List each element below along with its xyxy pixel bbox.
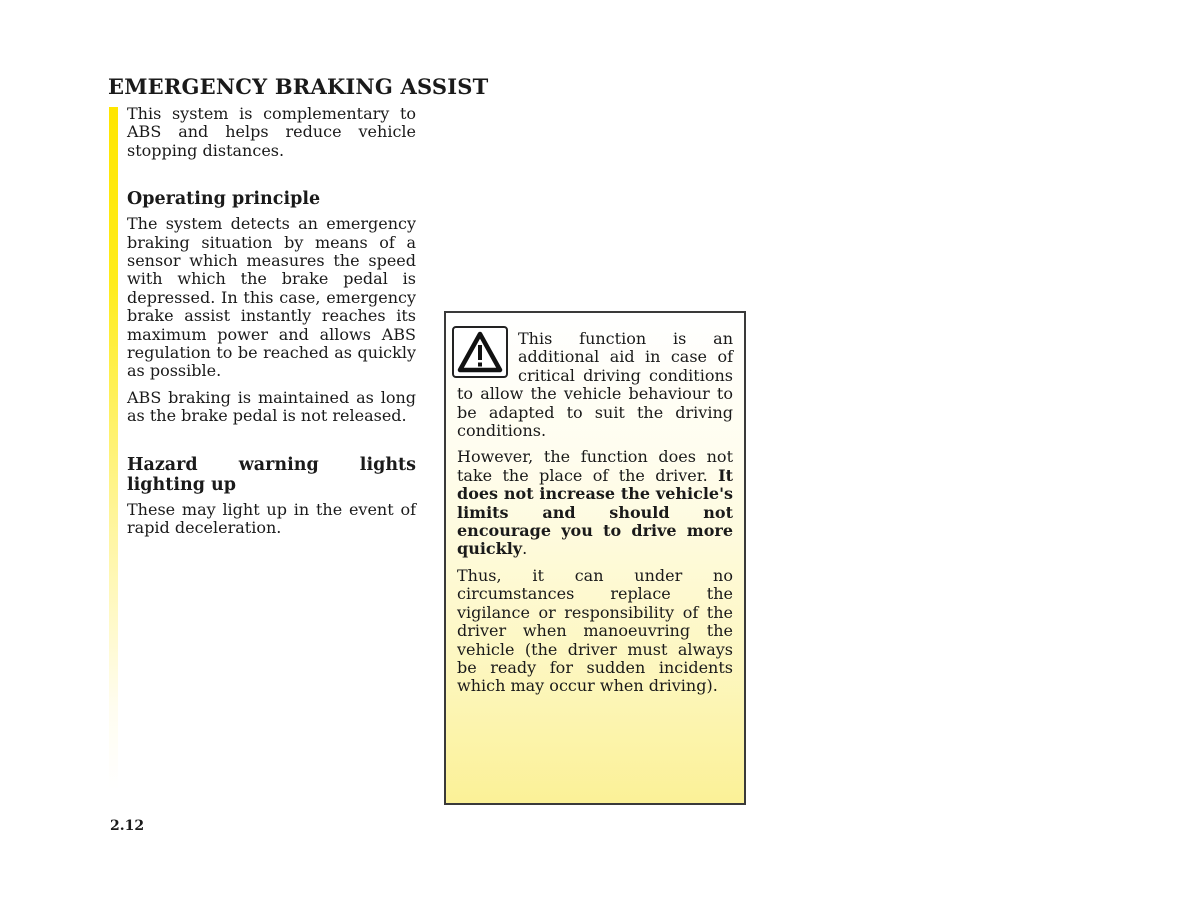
paragraph: ABS braking is maintained as long as the brake pedal is not released. [127, 387, 416, 426]
section-heading: Operating principle [127, 189, 321, 210]
warning-emphasis: It does not increase the vehicle's limits and should not encourage you to drive more quickly [457, 465, 733, 559]
warning-paragraph: This function is an additional aid in case of critical driving conditions to allow the vehicle behaviour to be adapted to suit the driving conditions. [457, 329, 733, 441]
paragraph: The system detects an emergency braking situation by means of a sensor which measures the speed with which the brake pedal is depressed. In this case, emergency brake assist instantly reaches its maximum power and allows ABS regulation to be reached as quickly as possible. [127, 214, 416, 381]
warning-text: However, the function does not take the place of the driver. [457, 447, 733, 485]
page-title: EMERGENCY BRAKING ASSIST [108, 74, 489, 99]
warning-paragraph [457, 448, 733, 558]
paragraph: These may light up in the event of rapid deceleration. [127, 499, 416, 538]
warning-paragraph: Thus, it can under no circumstances replace the vigilance or responsibility of the driver when manoeuvring the vehicle (the driver must always be ready for sudden incidents which may occur when driving). [457, 565, 733, 696]
page-number: 2.12 [110, 818, 145, 834]
section-operating-principle [127, 189, 416, 425]
section-margin-bar [109, 107, 118, 790]
warning-box [444, 311, 746, 805]
left-column [127, 105, 416, 546]
warning-text-end: . [522, 539, 528, 559]
section-heading: Hazard warning lights lighting up [127, 454, 416, 495]
warning-triangle-icon [452, 326, 508, 378]
intro-paragraph: This system is complementary to ABS and helps reduce vehicle stopping distances. [127, 104, 416, 160]
section-hazard-warning-lights [127, 455, 416, 538]
